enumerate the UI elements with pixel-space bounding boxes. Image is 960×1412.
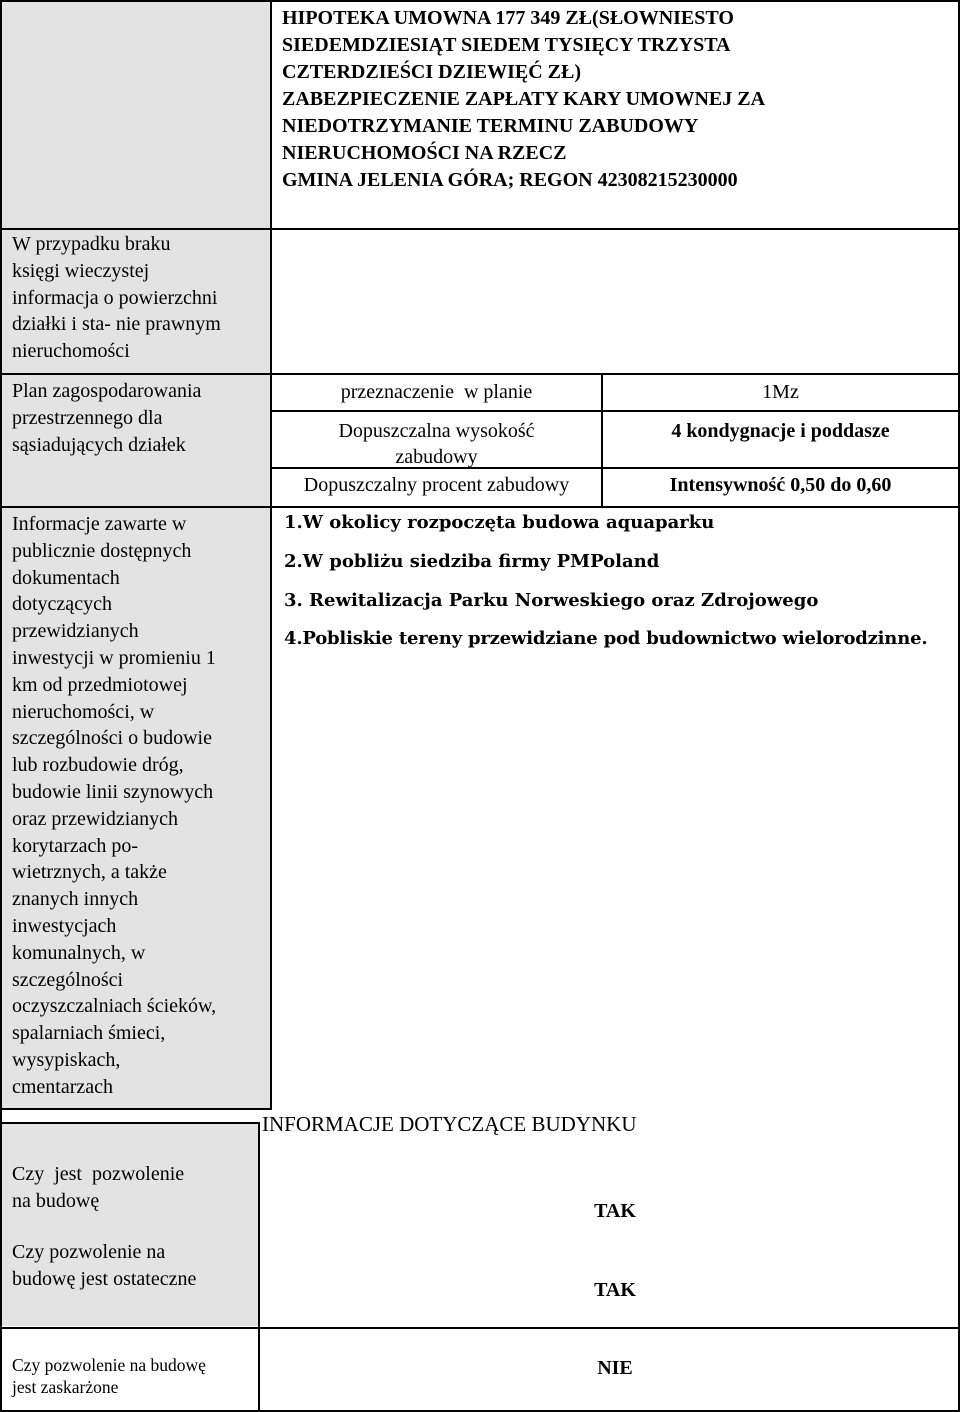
header-line: GMINA JELENIA GÓRA; REGON 42308215230000 (282, 169, 738, 191)
header-line: CZTERDZIEŚCI DZIEWIĘĆ ZŁ) (282, 61, 581, 83)
procent-label: Dopuszczalny procent zabudowy (303, 474, 570, 496)
header-left-cell (2, 2, 270, 228)
zaskarzone-value: NIE (597, 1357, 633, 1379)
przeznaczenie-label: przeznaczenie w planie (340, 381, 533, 403)
ostateczne-label: Czy pozwolenie na budowę jest ostateczne (12, 1241, 197, 1290)
brak-ksiegi-label: W przypadku braku księgi wieczystej informacja o powierzchni działki i sta- nie prawnym nieruchomości (12, 233, 221, 363)
label-column-lower (2, 1124, 258, 1326)
inwestycje-item: 1.W okolicy rozpoczęta budowa aquaparku (284, 512, 715, 533)
inwestycje-item: 2.W pobliżu siedziba firmy PMPoland (284, 551, 660, 572)
procent-value: Intensywność 0,50 do 0,60 (669, 474, 892, 496)
header-line: HIPOTEKA UMOWNA 177 349 ZŁ(SŁOWNIESTO (282, 7, 734, 29)
header-line: NIERUCHOMOŚCI NA RZECZ (282, 142, 567, 164)
pozwolenie-label: Czy jest pozwolenie na budowę (12, 1163, 185, 1212)
inwestycje-item: 4.Pobliskie tereny przewidziane pod budownictwo wielorodzinne. (284, 628, 928, 649)
header-line: SIEDEMDZIESIĄT SIEDEM TYSIĘCY TRZYSTA (282, 34, 731, 56)
ostateczne-value: TAK (594, 1279, 636, 1301)
header-line: NIEDOTRZYMANIE TERMINU ZABUDOWY (282, 115, 699, 137)
wysokosc-label: Dopuszczalna wysokość zabudowy (338, 420, 535, 468)
inwestycje-label: Informacje zawarte w publicznie dostępnych dokumentach dotyczących przewidzianych inwestycji w promieniu 1 km od przedmiotowej nieruchomości, w szczególności o budowie lub rozbudowie dróg, budowie linii szynowych oraz przewidzianych korytarzach po- wietrznych, a także znanych innych inwestycjach komunalnych, w szczególności oczyszczalniach ścieków, spalarniach śmieci, wysypiskach, cmentarzach (12, 513, 217, 1098)
plan-label: Plan zagospodarowania przestrzennego dla sąsiadujących działek (12, 380, 202, 456)
pozwolenie-value: TAK (594, 1200, 636, 1222)
wysokosc-value: 4 kondygnacje i poddasze (671, 420, 890, 442)
inwestycje-item: 3. Rewitalizacja Parku Norweskiego oraz Zdrojowego (284, 590, 819, 611)
header-line: ZABEZPIECZENIE ZAPŁATY KARY UMOWNEJ ZA (282, 88, 766, 110)
section-title-budynek: INFORMACJE DOTYCZĄCE BUDYNKU (262, 1112, 637, 1136)
przeznaczenie-value: 1Mz (762, 381, 799, 403)
zaskarzone-label: Czy pozwolenie na budowę jest zaskarżone (12, 1355, 206, 1397)
header-title (282, 5, 952, 194)
